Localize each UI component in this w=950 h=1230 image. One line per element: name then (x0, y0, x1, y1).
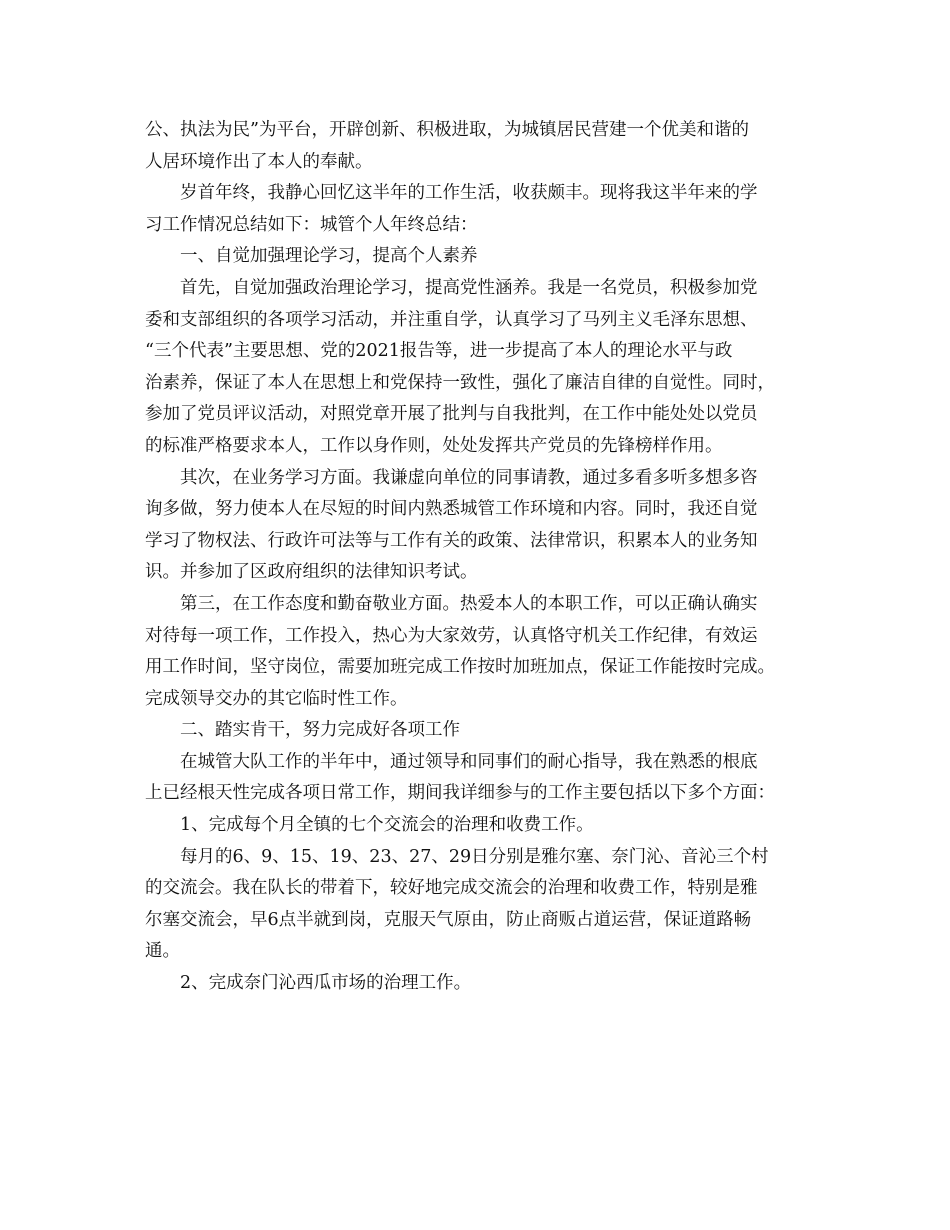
text-line: 对待每一项工作，工作投入，热心为大家效劳，认真恪守机关工作纪律，有效运 (145, 625, 758, 646)
text-line: 参加了党员评议活动，对照党章开展了批判与自我批判，在工作中能处处以党员 (145, 404, 758, 425)
text-line: 习工作情况总结如下：城管个人年终总结： (145, 214, 478, 235)
text-line: 学习了物权法、行政许可法等与工作有关的政策、法律常识，积累本人的业务知 (145, 530, 758, 551)
text-line: 询多做，努力使本人在尽短的时间内熟悉城管工作环境和内容。同时，我还自觉 (145, 499, 758, 520)
text-line: 通。 (145, 941, 180, 962)
section-heading: 二、踏实肯干，努力完成好各项工作 (180, 720, 460, 741)
list-item-heading: 1、完成每个月全镇的七个交流会的治理和收费工作。 (180, 815, 594, 836)
paragraph-start-line: 岁首年终，我静心回忆这半年的工作生活，收获颇丰。现将我这半年来的学 (180, 183, 758, 204)
text-line: 识。并参加了区政府组织的法律知识考试。 (145, 562, 478, 583)
text-line: 完成领导交办的其它临时性工作。 (145, 688, 408, 709)
text-line: 治素养，保证了本人在思想上和党保持一致性，强化了廉洁自律的自觉性。同时， (145, 372, 775, 393)
paragraph-start-line: 第三，在工作态度和勤奋敬业方面。热爱本人的本职工作，可以正确认确实 (180, 593, 758, 614)
text-line: “三个代表”主要思想、党的2021报告等，进一步提高了本人的理论水平与政 (145, 341, 733, 362)
paragraph-start-line: 首先，自觉加强政治理论学习，提高党性涵养。我是一名党员，积极参加党 (180, 277, 758, 298)
text-line: 人居环境作出了本人的奉献。 (145, 151, 373, 172)
text-line: 委和支部组织的各项学习活动，并注重自学，认真学习了马列主义毛泽东思想、 (145, 309, 758, 330)
text-line: 公、执法为民”为平台，开辟创新、积极进取，为城镇居民营建一个优美和谐的 (145, 120, 749, 140)
text-line: 尔塞交流会，早6点半就到岗，克服天气原由，防止商贩占道运营，保证道路畅 (145, 909, 752, 930)
list-item-heading: 2、完成奈门沁西瓜市场的治理工作。 (180, 973, 472, 994)
paragraph-start-line: 每月的6、9、15、19、23、27、29日分别是雅尔塞、奈门沁、音沁三个村 (180, 846, 769, 867)
text-line: 用工作时间，坚守岗位，需要加班完成工作按时加班加点，保证工作能按时完成。 (145, 657, 775, 678)
paragraph-start-line: 其次，在业务学习方面。我谦虚向单位的同事请教，通过多看多听多想多咨 (180, 467, 758, 488)
text-line: 的交流会。我在队长的带着下，较好地完成交流会的治理和收费工作，特别是雅 (145, 878, 758, 899)
paragraph-start-line: 在城管大队工作的半年中，通过领导和同事们的耐心指导，我在熟悉的根底 (180, 751, 758, 772)
text-line: 上已经根天性完成各项日常工作，期间我详细参与的工作主要包括以下多个方面： (145, 783, 775, 804)
text-line: 的标准严格要求本人，工作以身作则，处处发挥共产党员的先锋榜样作用。 (145, 435, 723, 456)
document-body (145, 115, 805, 1000)
section-heading: 一、自觉加强理论学习，提高个人素养 (180, 246, 478, 267)
